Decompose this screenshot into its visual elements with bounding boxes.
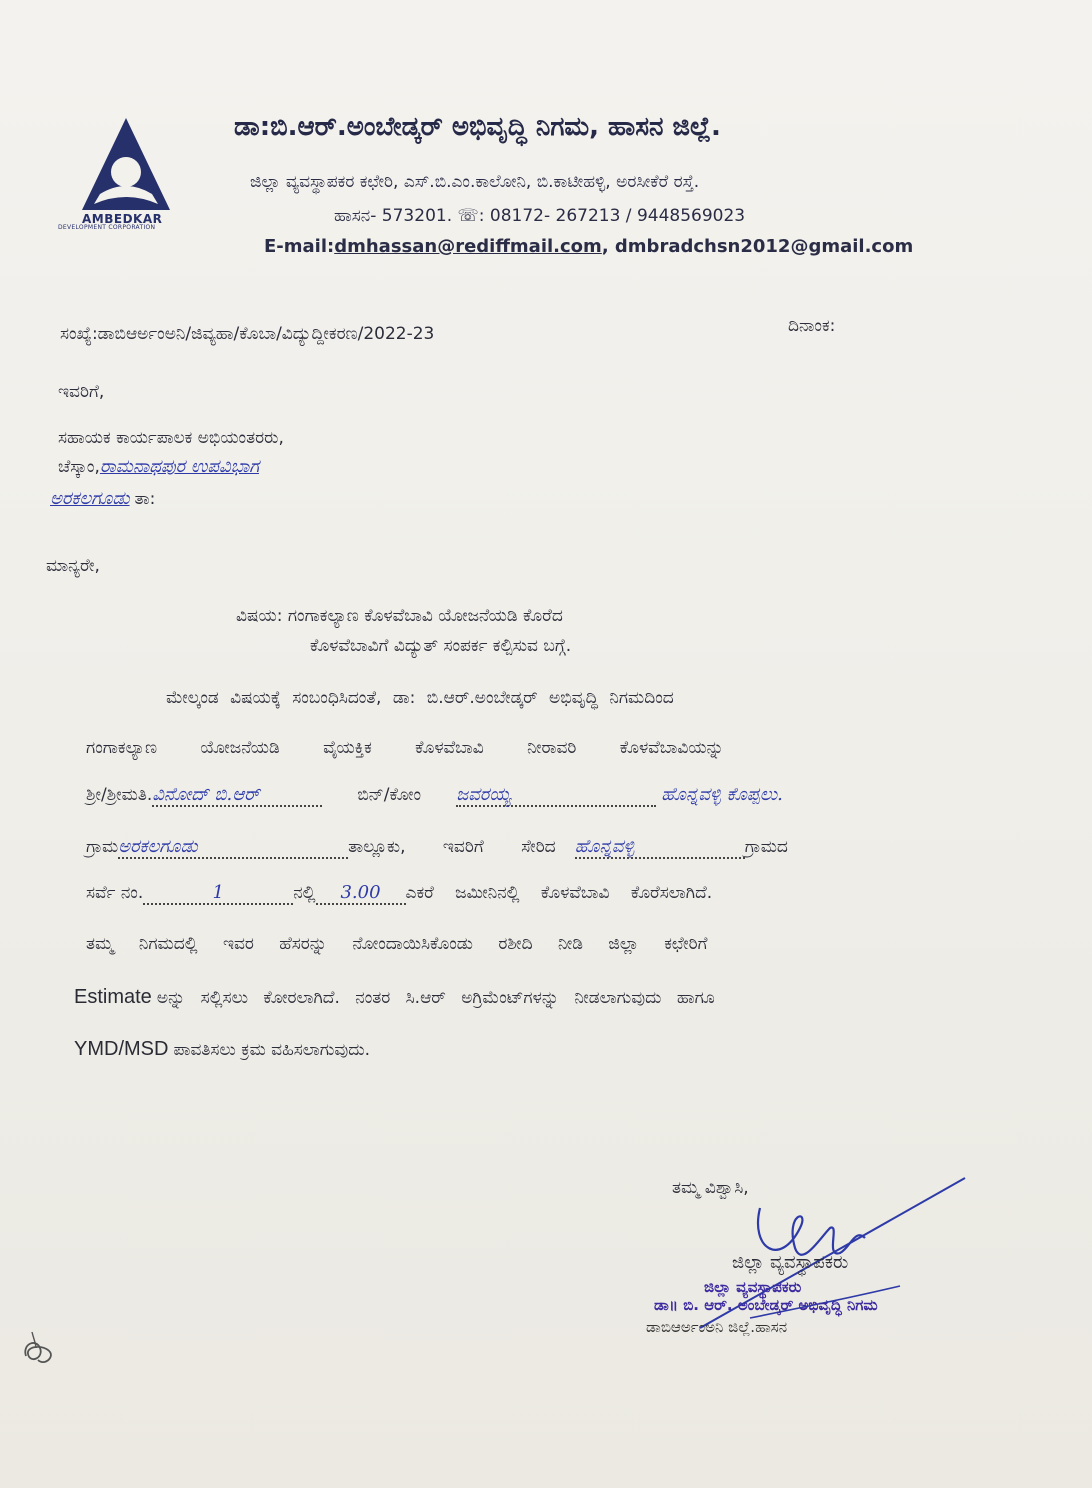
body-line-8 [74,1038,370,1061]
village-name-handwritten-1: ಹೊನ್ನವಳ್ಳಿ ಕೊಪ್ಪಲು. [661,784,783,805]
initials-scribble-icon [14,1326,64,1376]
email-rest: , dmbradchsn2012@gmail.com [601,236,914,257]
body-line-4-prefix: ಗ್ರಾಮ [86,837,119,857]
recipient-taluk-suffix: ತಾ: [134,489,156,509]
stamp-line-2: ಡಾ॥ ಬಿ. ಆರ್. ಅಂಬೇಡ್ಕರ್ ಅಭಿವೃದ್ಧಿ ನಿಗಮ [654,1296,878,1314]
body-line-1: ಮೇಲ್ಕಂಡ ವಿಷಯಕ್ಕೆ ಸಂಬಂಧಿಸಿದಂತೆ, ಡಾ: ಬಿ.ಆರ್.ಅಂಬೇಡ್ಕರ್ ಅಭಿವೃದ್ಧಿ ನಿಗಮದಿಂದ [166,688,674,708]
recipient-title: ಸಹಾಯಕ ಕಾರ್ಯಪಾಲಕ ಅಭಿಯಂತರರು, [58,428,284,448]
logo-text: AMBEDKAR [82,212,163,226]
survey-number-handwritten: 1 [143,882,293,905]
acre-handwritten: 3.00 [316,882,406,905]
body-line-3-prefix: ಶ್ರೀ/ಶ್ರೀಮತಿ. [86,785,153,805]
salutation: ಮಾನ್ಯರೇ, [46,556,100,576]
recipient-org-handwritten: ರಾಮನಾಥಪುರ ಉಪವಿಭಾಗ [99,456,259,477]
estimate-text: Estimate [74,986,152,1008]
stamp-line-1: ಜಿಲ್ಲಾ ವ್ಯವಸ್ಥಾಪಕರು [704,1278,802,1296]
to-label: ಇವರಿಗೆ, [58,382,105,402]
body-line-5-mid: ನಲ್ಲಿ [293,883,316,903]
body-line-8-text: ಪಾವತಿಸಲು ಕ್ರಮ ವಹಿಸಲಾಗುವುದು. [173,1040,371,1060]
subject-line-1: ವಿಷಯ: ಗಂಗಾಕಲ್ಯಾಣ ಕೊಳವೆಬಾವಿ ಯೋಜನೆಯಡಿ ಕೊರೆದ [236,606,563,626]
recipient-taluk [50,488,155,509]
father-name-handwritten: ಜವರಯ್ಯ [456,784,656,807]
village-name-handwritten-2: ಹೊನ್ನವಳ್ಳಿ [575,836,745,859]
beneficiary-name-handwritten: ವಿನೋದ್ ಬಿ.ಆರ್ [152,784,322,807]
date-label: ದಿನಾಂಕ: [788,316,836,336]
email-line [264,236,913,257]
logo-subtext: DEVELOPMENT CORPORATION [58,224,156,231]
body-line-5-suffix: ಎಕರೆ ಜಮೀನಿನಲ್ಲಿ ಕೊಳವೆಬಾವಿ ಕೊರೆಸಲಾಗಿದೆ. [405,883,713,903]
body-line-5 [86,882,712,905]
recipient-org-prefix: ಚೆಸ್ಕಾಂ, [58,457,100,477]
body-line-4-mid: ತಾಲ್ಲೂಕು, ಇವರಿಗೆ ಸೇರಿದ [348,837,556,857]
email-link-1[interactable]: dmhassan@rediffmail.com [334,236,602,257]
body-line-4-suffix: ಗ್ರಾಮದ [744,837,788,857]
taluk-handwritten: ಅರಕಲಗೂಡು [118,836,348,859]
body-line-7 [74,986,715,1009]
body-line-2: ಗಂಗಾಕಲ್ಯಾಣ ಯೋಜನೆಯಡಿ ವೈಯಕ್ತಿಕ ಕೊಳವೆಬಾವಿ ನೀರಾವರಿ ಕೊಳವೆಬಾವಿಯನ್ನು [86,738,724,758]
margin-initials [14,1326,64,1376]
email-label: E-mail: [264,236,335,257]
address-line-2: ಹಾಸನ- 573201. ☏: 08172- 267213 / 9448569023 [334,206,746,226]
recipient-org [58,456,259,477]
body-line-5-prefix: ಸರ್ವೆ ನಂ. [86,883,144,903]
ymd-msd-text: YMD/MSD [74,1038,169,1060]
body-line-6: ತಮ್ಮ ನಿಗಮದಲ್ಲಿ ಇವರ ಹೆಸರನ್ನು ನೋಂದಾಯಿಸಿಕೊಂಡು ರಶೀದಿ ನೀಡಿ ಜಿಲ್ಲಾ ಕಛೇರಿಗೆ [86,934,708,954]
subject-line-2: ಕೊಳವೆಬಾವಿಗೆ ವಿದ್ಯುತ್ ಸಂಪರ್ಕ ಕಲ್ಪಿಸುವ ಬಗ್ಗೆ. [310,636,572,656]
body-line-4 [86,836,788,859]
body-line-7-text: ಅನ್ನು ಸಲ್ಲಿಸಲು ಕೋರಲಾಗಿದೆ. ನಂತರ ಸಿ.ಆರ್ ಅಗ್ರಿಮೆಂಟ್‌ಗಳನ್ನು ನೀಡಲಾಗುವುದು ಹಾಗೂ [156,988,715,1008]
signatory-title: ಜಿಲ್ಲಾ ವ್ಯವಸ್ಥಾಪಕರು [732,1252,849,1273]
address-line-1: ಜಿಲ್ಲಾ ವ್ಯವಸ್ಥಾಪಕರ ಕಛೇರಿ, ಎಸ್.ಬಿ.ಎಂ.ಕಾಲೋನಿ, ಬಿ.ಕಾಟೀಹಳ್ಳಿ, ಅರಸೀಕೆರೆ ರಸ್ತೆ. [250,172,700,192]
closing: ತಮ್ಮ ವಿಶ್ವಾಸಿ, [672,1178,749,1198]
org-name: ಡಾ:ಬಿ.ಆರ್.ಅಂಬೇಡ್ಕರ್ ಅಭಿವೃದ್ಧಿ ನಿಗಮ, ಹಾಸನ ಜಿಲ್ಲೆ. [234,112,721,142]
reference-number: ಸಂಖ್ಯೆ:ಡಾಬಿಆರ್ಅಂಅನಿ/ಜಿವ್ಯಹಾ/ಕೊಬಾ/ವಿದ್ಯುದ್ದೀಕರಣ/2022-23 [60,324,435,344]
recipient-taluk-handwritten: ಅರಕಲಗೂಡು [50,488,130,509]
body-line-3 [86,784,783,807]
stamp-line-3: ಡಾಬಿಆರ್ಅಂಅನಿ ಜಿಲ್ಲೆ.ಹಾಸನ [646,1318,788,1336]
body-line-3-mid: ಬಿನ್/ಕೋಂ [357,785,422,805]
